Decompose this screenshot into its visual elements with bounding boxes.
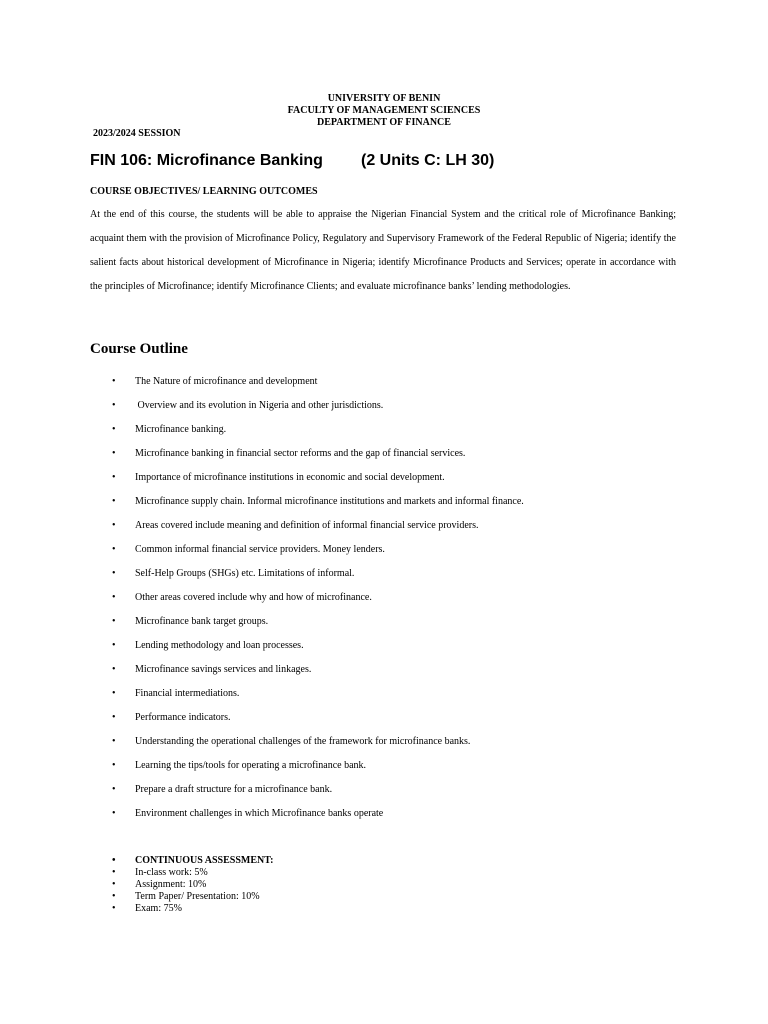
bullet-icon: • [112,712,116,723]
course-name: FIN 106: Microfinance Banking [90,152,323,169]
list-item: • Financial intermediations. [112,682,712,706]
list-item: • In-class work: 5% [112,867,208,878]
list-item: • Microfinance supply chain. Informal microfinance institutions and markets and informal finance. [112,490,712,514]
list-item: • Lending methodology and loan processes. [112,634,712,658]
list-item: • Self-Help Groups (SHGs) etc. Limitations of informal. [112,562,712,586]
bullet-icon: • [112,568,116,579]
list-item: • The Nature of microfinance and development [112,370,712,394]
document-header [0,93,768,129]
bullet-icon: • [112,760,116,771]
list-item: • Other areas covered include why and how of microfinance. [112,586,712,610]
bullet-icon: • [112,376,116,387]
bullet-icon: • [112,472,116,483]
objectives-heading: COURSE OBJECTIVES/ LEARNING OUTCOMES [90,186,318,197]
list-item: • Assignment: 10% [112,879,207,890]
list-item: • Microfinance savings services and linkages. [112,658,712,682]
list-item: • Common informal financial service providers. Money lenders. [112,538,712,562]
bullet-icon: • [112,640,116,651]
list-item: • Term Paper/ Presentation: 10% [112,891,260,902]
assessment-heading: • CONTINUOUS ASSESSMENT: [112,855,274,866]
university-name: UNIVERSITY OF BENIN [327,93,441,104]
list-item: • Microfinance banking in financial sector reforms and the gap of financial services. [112,442,712,466]
list-item: • Environment challenges in which Microfinance banks operate [112,802,712,826]
list-item: • Areas covered include meaning and definition of informal financial service providers. [112,514,712,538]
bullet-icon: • [112,855,116,866]
list-item: • Microfinance bank target groups. [112,610,712,634]
bullet-icon: • [112,879,116,890]
continuous-assessment-list [112,855,273,915]
bullet-icon: • [112,400,116,411]
bullet-icon: • [112,891,116,902]
session-label: 2023/2024 SESSION [93,128,181,139]
bullet-icon: • [112,616,116,627]
bullet-icon: • [112,544,116,555]
course-outline-list [112,370,712,826]
list-item: • Understanding the operational challenges of the framework for microfinance banks. [112,730,712,754]
bullet-icon: • [112,808,116,819]
list-item: • Learning the tips/tools for operating a microfinance bank. [112,754,712,778]
bullet-icon: • [112,592,116,603]
faculty-name: FACULTY OF MANAGEMENT SCIENCES [287,105,481,116]
list-item: • Importance of microfinance institutions in economic and social development. [112,466,712,490]
bullet-icon: • [112,903,116,914]
course-units: (2 Units C: LH 30) [361,152,495,169]
list-item: • Microfinance banking. [112,418,712,442]
bullet-icon: • [112,424,116,435]
bullet-icon: • [112,496,116,507]
bullet-icon: • [112,784,116,795]
bullet-icon: • [112,688,116,699]
bullet-icon: • [112,664,116,675]
list-item: • Prepare a draft structure for a microfinance bank. [112,778,712,802]
objectives-paragraph: At the end of this course, the students will be able to appraise the Nigerian Financial System and the critical role of Microfinance Banking; acquaint them with the provision of Microfinance Policy, Regulatory and Supervisory Framework of the Federal Republic of Nigeria; identify the salient facts about historical development of Microfinance in Nigeria; identify Microfinance Products and Services; operate in accordance with the principles of Microfinance; identify Microfinance Clients; and evaluate microfinance banks’ lending methodologies. [90,209,676,292]
bullet-icon: • [112,867,116,878]
course-outline-heading: Course Outline [90,341,188,357]
list-item: • Performance indicators. [112,706,712,730]
list-item: • Exam: 75% [112,903,182,914]
course-title [90,152,495,170]
bullet-icon: • [112,520,116,531]
bullet-icon: • [112,448,116,459]
list-item: • Overview and its evolution in Nigeria and other jurisdictions. [112,394,712,418]
bullet-icon: • [112,736,116,747]
department-name: DEPARTMENT OF FINANCE [317,117,451,128]
